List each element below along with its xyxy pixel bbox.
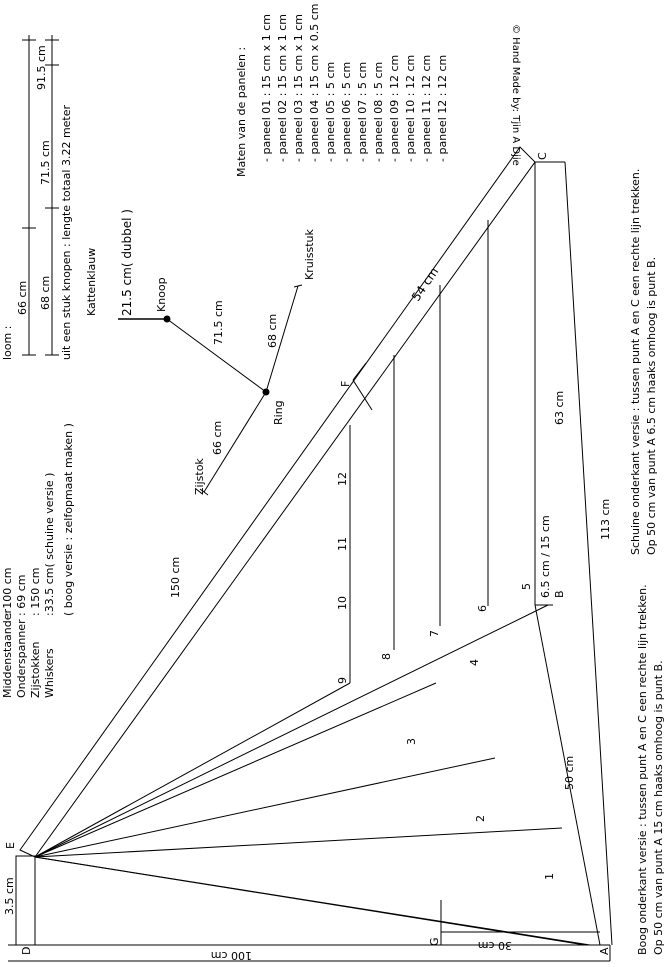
dim-35: 3.5 cm bbox=[3, 877, 16, 915]
bridle-ring: Ring bbox=[272, 400, 285, 425]
point-C: C bbox=[536, 152, 549, 160]
panel-item-06: - paneel 06 : 5 cm bbox=[340, 61, 353, 162]
loom-title: loom : bbox=[1, 325, 14, 360]
bridle-kattenklauw: Kattenklauw bbox=[85, 247, 98, 316]
panel-item-04: - paneel 04 : 15 cm x 0.5 cm bbox=[308, 3, 321, 162]
left-block bbox=[16, 856, 35, 945]
note-schuin-2: Op 50 cm van punt A 6.5 cm haaks omhoog is punt B. bbox=[645, 256, 658, 555]
spec-value-zijstok: : 150 cm bbox=[29, 567, 42, 616]
panel-num-1: 1 bbox=[543, 873, 556, 880]
dim-54: 54 cm bbox=[408, 264, 442, 304]
point-B: B bbox=[553, 590, 566, 598]
loom-bottom-68: 68 cm bbox=[39, 275, 52, 310]
note-boog-1: Boog onderkant versie : tussen punt A en C een rechte lijn trekken. bbox=[636, 584, 649, 955]
loom-section bbox=[1, 35, 73, 360]
spec-value-whiskers: :33.5 cm( schuine versie ) bbox=[43, 472, 56, 616]
bridle-zijstok: Zijstok bbox=[193, 458, 206, 495]
panel-num-12: 12 bbox=[336, 472, 349, 486]
panel-item-12: - paneel 12 : 12 cm bbox=[436, 54, 449, 162]
panel-num-3: 3 bbox=[405, 738, 418, 745]
note-boog-2: Op 50 cm van punt A 15 cm haaks omhoog is punt B. bbox=[652, 660, 665, 955]
spec-name-whiskers: Whiskers bbox=[43, 648, 56, 698]
panel-num-7: 7 bbox=[428, 630, 441, 637]
panel-item-03: - paneel 03 : 15 cm x 1 cm bbox=[292, 14, 305, 162]
bridle-sketch bbox=[85, 209, 316, 495]
panel-num-10: 10 bbox=[336, 596, 349, 610]
panel-num-2: 2 bbox=[474, 815, 487, 822]
notes bbox=[629, 169, 665, 955]
point-F: F bbox=[339, 380, 352, 387]
loom-top-91: 91.5 cm bbox=[35, 45, 48, 90]
loom-top-66: 66 cm bbox=[16, 280, 29, 315]
spec-value-onder: : 69 cm bbox=[15, 574, 28, 616]
spec-value-boog: ( boog versie : zelfopmaat maken ) bbox=[62, 423, 75, 616]
dim-113: 113 cm bbox=[599, 498, 612, 540]
bridle-knoop: Knoop bbox=[155, 277, 168, 312]
note-schuin-1: Schuine onderkant versie : tussen punt A en C een rechte lijn trekken. bbox=[629, 168, 642, 555]
bridle-ring-kruis: 68 cm bbox=[266, 313, 279, 348]
bridle-knoop-ring: 71.5 cm bbox=[212, 300, 225, 345]
bridle-ring-zijstok: 66 cm bbox=[211, 420, 224, 455]
panel-num-4: 4 bbox=[468, 659, 481, 666]
spec-name-zijstok: Zijstokken bbox=[29, 641, 42, 698]
spec-block bbox=[1, 423, 75, 698]
panel-item-11: - paneel 11 : 12 cm bbox=[420, 54, 433, 162]
panel-item-08: - paneel 08 : 5 cm bbox=[372, 61, 385, 162]
panel-item-09: - paneel 09 : 12 cm bbox=[388, 54, 401, 162]
panel-num-8: 8 bbox=[380, 653, 393, 660]
panel-sizes bbox=[235, 4, 449, 177]
panel-item-05: - paneel 05 : 5 cm bbox=[324, 61, 337, 162]
loom-bottom-71: 71.5 cm bbox=[39, 140, 52, 185]
bridle-kruisstuk: Kruisstuk bbox=[303, 229, 316, 280]
panel-item-10: - paneel 10 : 12 cm bbox=[404, 54, 417, 162]
panels-title: Maten van de panelen : bbox=[235, 46, 248, 177]
point-A: A bbox=[598, 947, 611, 955]
bridle-dubbel: 21.5 cm( dubbel ) bbox=[120, 209, 134, 316]
point-E: E bbox=[4, 842, 17, 849]
spec-name-midden: Middenstaander bbox=[1, 608, 14, 698]
spec-value-midden: : 100 cm bbox=[1, 567, 14, 616]
panel-num-6: 6 bbox=[476, 605, 489, 612]
panel-item-02: - paneel 02 : 15 cm x 1 cm bbox=[276, 14, 289, 162]
dim-65: 6.5 cm / 15 cm bbox=[539, 515, 552, 598]
spec-name-onder: Onderspanner bbox=[15, 619, 28, 698]
credit-text: © Hand Made by: Tjin A Djie bbox=[510, 24, 521, 166]
dim-100: 100 cm bbox=[210, 949, 252, 962]
panel-num-5: 5 bbox=[520, 583, 533, 590]
dim-63: 63 cm bbox=[553, 390, 566, 425]
dim-50: 50 cm bbox=[563, 755, 576, 790]
point-G: G bbox=[428, 937, 441, 946]
panel-num-11: 11 bbox=[336, 537, 349, 551]
dim-150: 150 cm bbox=[169, 556, 182, 598]
panel-num-9: 9 bbox=[336, 677, 349, 684]
dim-30: 30 cm bbox=[477, 939, 512, 952]
point-D: D bbox=[20, 946, 33, 955]
panel-item-07: - paneel 07 : 5 cm bbox=[356, 61, 369, 162]
loom-note: uit een stuk knopen : lengte totaal 3.22 meter bbox=[60, 104, 73, 360]
panel-item-01: - paneel 01 : 15 cm x 1 cm bbox=[260, 14, 273, 162]
